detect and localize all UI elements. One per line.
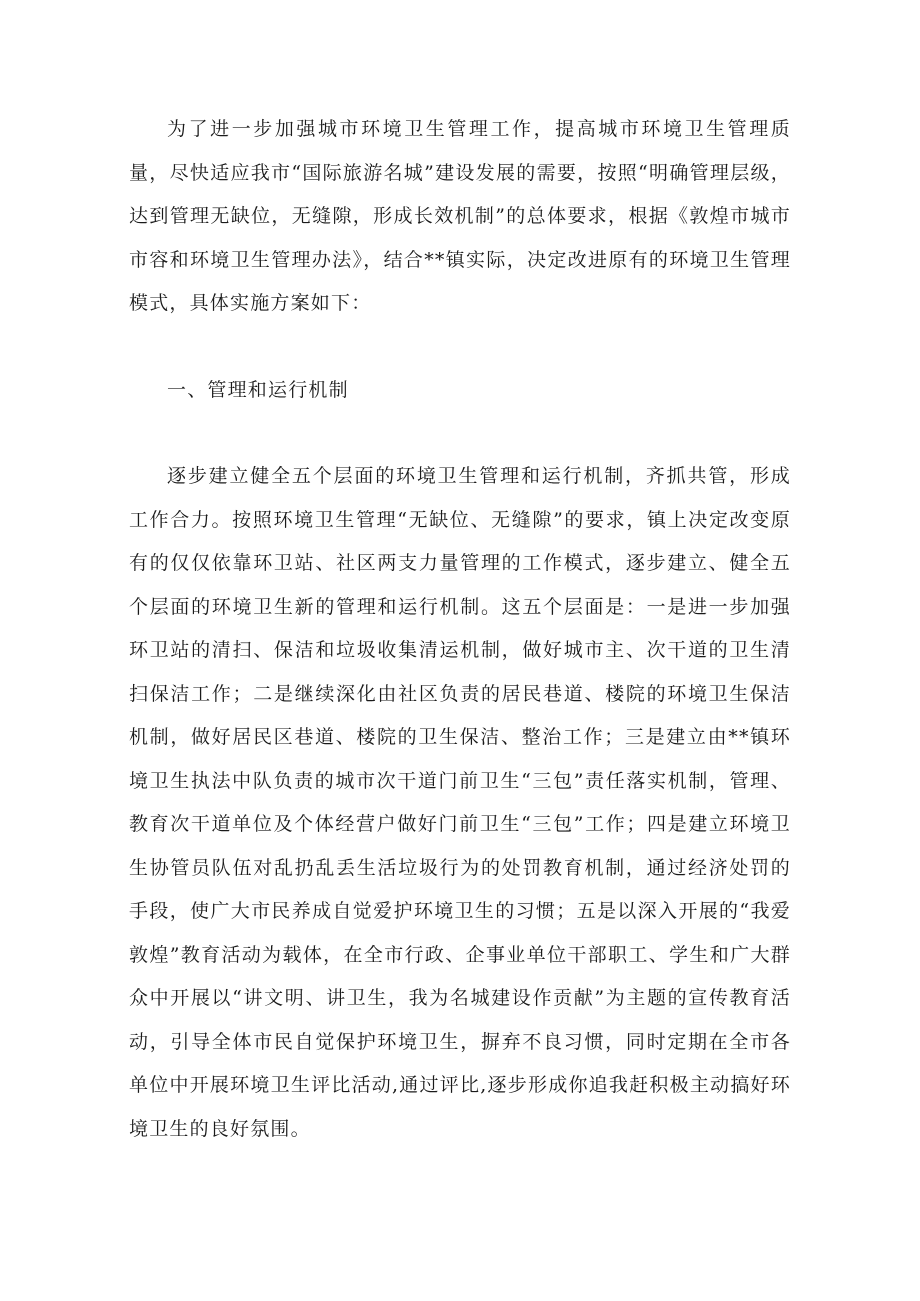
section-paragraph: 逐步建立健全五个层面的环境卫生管理和运行机制，齐抓共管，形成工作合力。按照环境卫生管理“无缺位、无缝隙”的要求，镇上决定改变原有的仅仅依靠环卫站、社区两支力量管理的工作模式，逐步建立、健全五个层面的环境卫生新的管理和运行机制。这五个层面是：一是进一步加强环卫站的清扫、保洁和垃圾收集清运机制，做好城市主、次干道的卫生清扫保洁工作；二是继续深化由社区负责的居民巷道、楼院的环境卫生保洁机制，做好居民区巷道、楼院的卫生保洁、整治工作；三是建立由**镇环境卫生执法中队负责的城市次干道门前卫生“三包”责任落实机制，管理、教育次干道单位及个体经营户做好门前卫生“三包”工作；四是建立环境卫生协管员队伍对乱扔乱丢生活垃圾行为的处罚教育机制，通过经济处罚的手段，使广大市民养成自觉爱护环境卫生的习惯；五是以深入开展的“我爱敦煌”教育活动为载体，在全市行政、企事业单位干部职工、学生和广大群众中开展以“讲文明、讲卫生，我为名城建设作贡献”为主题的宣传教育活动，引导全体市民自觉保护环境卫生，摒弃不良习惯，同时定期在全市各单位中开展环境卫生评比活动,通过评比,逐步形成你追我赶积极主动搞好环境卫生的良好氛围。 (129, 465, 791, 1140)
intro-paragraph: 为了进一步加强城市环境卫生管理工作，提高城市环境卫生管理质量，尽快适应我市“国际旅游名城”建设发展的需要，按照“明确管理层级，达到管理无缺位，无缝隙，形成长效机制”的总体要求，根据《敦煌市城市市容和环境卫生管理办法》，结合**镇实际，决定改进原有的环境卫生管理模式，具体实施方案如下： (129, 118, 791, 314)
document-body (129, 108, 791, 1151)
section-heading: 一、管理和运行机制 (167, 378, 349, 401)
